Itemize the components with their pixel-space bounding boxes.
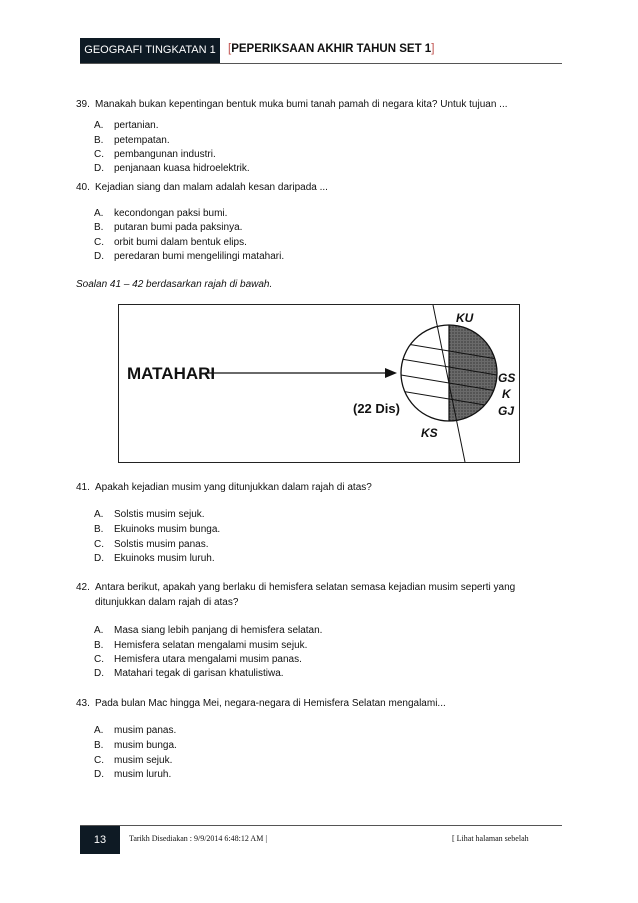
option-letter: A. — [94, 208, 104, 219]
option-letter: B. — [94, 640, 104, 651]
question-text: Pada bulan Mac hingga Mei, negara-negara di Hemisfera Selatan mengalami... — [95, 698, 446, 709]
option-text: Solstis musim panas. — [114, 539, 209, 550]
option — [94, 552, 215, 566]
option-text: petempatan. — [114, 135, 170, 146]
option-letter: A. — [94, 625, 104, 636]
option — [94, 207, 227, 221]
option — [94, 667, 284, 681]
option — [94, 236, 247, 250]
bracket-close: ] — [431, 43, 435, 55]
option-letter: D. — [94, 668, 104, 679]
option-letter: D. — [94, 553, 104, 564]
option-text: musim bunga. — [114, 740, 177, 751]
option-text: Solstis musim sejuk. — [114, 509, 205, 520]
option — [94, 221, 242, 235]
sun-label: MATAHARI — [127, 364, 216, 383]
option-text: musim panas. — [114, 725, 177, 736]
label-south-pole: KS — [421, 426, 438, 440]
option — [94, 624, 322, 638]
option — [94, 134, 170, 148]
prepared-date: Tarikh Disediakan : 9/9/2014 6:48:12 AM | — [129, 834, 267, 843]
label-north-pole: KU — [456, 311, 474, 325]
option-letter: A. — [94, 120, 104, 131]
header-divider — [80, 63, 562, 64]
date-label: (22 Dis) — [353, 401, 400, 416]
option — [94, 523, 220, 537]
option — [94, 653, 302, 667]
option-text: Hemisfera utara mengalami musim panas. — [114, 654, 302, 665]
option-text: Ekuinoks musim bunga. — [114, 524, 221, 535]
option-text: pertanian. — [114, 120, 159, 131]
question-43 — [76, 697, 446, 711]
label-equator: K — [502, 387, 511, 401]
option-text: peredaran bumi mengelilingi matahari. — [114, 251, 285, 262]
question-number: 40. — [76, 182, 90, 193]
season-diagram — [118, 304, 520, 463]
exam-title-text: PEPERIKSAAN AKHIR TAHUN SET 1 — [231, 43, 432, 55]
page-number: 13 — [93, 834, 107, 846]
subject-badge — [80, 38, 220, 63]
option-text: orbit bumi dalam bentuk elips. — [114, 237, 247, 248]
option-letter: A. — [94, 725, 104, 736]
option — [94, 739, 177, 753]
option-letter: C. — [94, 755, 104, 766]
question-text: Manakah bukan kepentingan bentuk muka bumi tanah pamah di negara kita? Untuk tujuan ... — [95, 99, 508, 110]
option-text: kecondongan paksi bumi. — [114, 208, 228, 219]
option-letter: C. — [94, 237, 104, 248]
option — [94, 148, 216, 162]
exam-title — [228, 43, 434, 55]
question-42 — [76, 581, 515, 595]
question-39 — [76, 98, 508, 112]
option-letter: D. — [94, 163, 104, 174]
option-text: musim luruh. — [114, 769, 172, 780]
option — [94, 119, 158, 133]
option-letter: A. — [94, 509, 104, 520]
question-number: 42. — [76, 582, 90, 593]
question-number: 41. — [76, 482, 90, 493]
option-text: Matahari tegak di garisan khatulistiwa. — [114, 668, 284, 679]
option-letter: B. — [94, 740, 104, 751]
subject-label: GEOGRAFI TINGKATAN 1 — [84, 44, 216, 56]
next-page-note: [ Lihat halaman sebelah — [452, 834, 529, 843]
option-letter: C. — [94, 149, 104, 160]
section-note: Soalan 41 – 42 berdasarkan rajah di bawah. — [76, 279, 273, 290]
question-41 — [76, 481, 372, 495]
bracket-open: [ — [228, 43, 232, 55]
option-text: penjanaan kuasa hidroelektrik. — [114, 163, 250, 174]
option-letter: B. — [94, 222, 104, 233]
option — [94, 768, 171, 782]
option-letter: D. — [94, 251, 104, 262]
option — [94, 724, 176, 738]
arrow-head — [385, 368, 397, 378]
question-40 — [76, 181, 328, 195]
question-text: Antara berikut, apakah yang berlaku di hemisfera selatan semasa kejadian musim seperti yang — [95, 582, 516, 593]
label-tropic-capricorn: GJ — [498, 404, 515, 418]
option — [94, 639, 307, 653]
footer-divider — [80, 825, 562, 826]
option — [94, 538, 208, 552]
question-text: Apakah kejadian musim yang ditunjukkan dalam rajah di atas? — [95, 482, 372, 493]
question-number: 43. — [76, 698, 90, 709]
option — [94, 754, 172, 768]
label-tropic-cancer: GS — [498, 371, 516, 385]
option-text: Ekuinoks musim luruh. — [114, 553, 215, 564]
option-text: musim sejuk. — [114, 755, 173, 766]
option-letter: B. — [94, 524, 104, 535]
option-letter: C. — [94, 539, 104, 550]
question-text: Kejadian siang dan malam adalah kesan daripada ... — [95, 182, 328, 193]
page-number-badge — [80, 826, 120, 854]
option-letter: C. — [94, 654, 104, 665]
option — [94, 162, 250, 176]
earth-night-side — [449, 323, 499, 423]
option-letter: B. — [94, 135, 104, 146]
option-text: putaran bumi pada paksinya. — [114, 222, 243, 233]
option-letter: D. — [94, 769, 104, 780]
option — [94, 508, 205, 522]
option-text: Masa siang lebih panjang di hemisfera selatan. — [114, 625, 323, 636]
question-text-continued: ditunjukkan dalam rajah di atas? — [95, 597, 239, 608]
question-number: 39. — [76, 99, 90, 110]
option-text: pembangunan industri. — [114, 149, 216, 160]
option-text: Hemisfera selatan mengalami musim sejuk. — [114, 640, 308, 651]
option — [94, 250, 284, 264]
